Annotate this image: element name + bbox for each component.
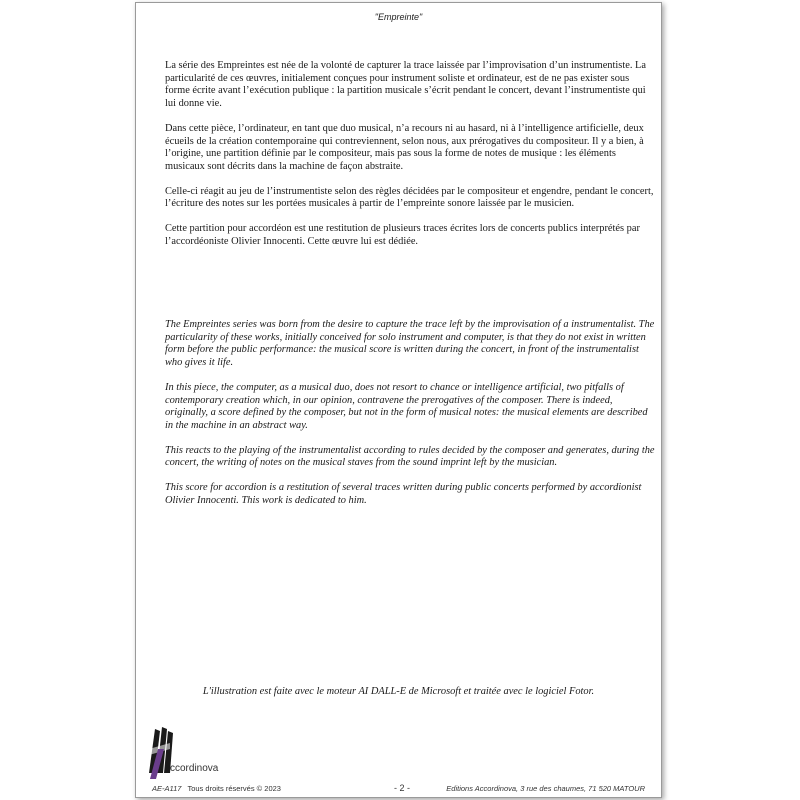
french-text-block bbox=[165, 60, 655, 248]
english-paragraph: In this piece, the computer, as a musical duo, does not resort to chance or intelligence artificial, two pitfalls of contemporary creation which, in our opinion, contravene the prerogatives of the composer. There is indeed, originally, a score defined by the composer, but not in the form of musical notes: the musical elements are described in the machine in an abstract way. bbox=[165, 381, 648, 431]
english-paragraph: This reacts to the playing of the instrumentalist according to rules decided by the composer and generates, during the concert, the writing of notes on the musical staves from the sound imprint left by the musician. bbox=[165, 444, 655, 469]
accordinova-logo bbox=[146, 719, 234, 783]
english-text-block bbox=[165, 319, 655, 507]
french-paragraph: Cette partition pour accordéon est une restitution de plusieurs traces écrites lors de concerts publics interprétés par l’accordéoniste Olivier Innocenti. Cette œuvre lui est dédiée. bbox=[165, 223, 640, 247]
french-paragraph: Celle-ci réagit au jeu de l’instrumentiste selon des règles décidées par le compositeur et engendre, pendant le concert, l’écriture des notes sur les portées musicales à partir de l’empreinte sonore laissée par le musicien. bbox=[165, 185, 654, 210]
catalog-code: AE-A117 bbox=[152, 784, 182, 793]
page-number: - 2 - bbox=[394, 783, 411, 793]
footer-left bbox=[152, 784, 281, 793]
page-footer bbox=[152, 784, 645, 796]
logo-text: ccordinova bbox=[170, 763, 219, 774]
french-paragraph: Dans cette pièce, l’ordinateur, en tant que duo musical, n’a recours ni au hasard, ni à l’intelligence artificielle, deux écueils de la création contemporaine qui contreviennent, selon nous, aux prérogatives du compositeur. Il y a bien, à l’origine, une partition définie par le compositeur, mais pas sous la forme de notes de musique : les éléments musicaux sont décrits dans la machine de façon abstraite. bbox=[165, 122, 644, 172]
document-page bbox=[135, 2, 662, 798]
copyright-notice: Tous droits réservés © 2023 bbox=[187, 784, 281, 793]
english-paragraph: This score for accordion is a restitution of several traces written during public concerts performed by accordionist Olivier Innocenti. This work is dedicated to him. bbox=[165, 482, 642, 506]
english-paragraph: The Empreintes series was born from the desire to capture the trace left by the improvisation of a instrumentalist. The particularity of these works, initially conceived for solo instrument and computer, is that they do not exist in written form before the public performance: the musical score is written during the concert, in front of the instrumentalist who gives it life. bbox=[165, 319, 655, 369]
illustration-credit: L'illustration est faite avec le moteur AI DALL-E de Microsoft et traitée avec le logiciel Fotor. bbox=[202, 686, 595, 697]
document-title: "Empreinte" bbox=[374, 12, 423, 22]
publisher-address: Editions Accordinova, 3 rue des chaumes, 71 520 MATOUR bbox=[446, 784, 645, 793]
french-paragraph: La série des Empreintes est née de la volonté de capturer la trace laissée par l’improvisation d’un instrumentiste. La particularité de ces œuvres, initialement conçues pour instrument soliste et ordinateur, est de ne pas exister sous forme écrite avant l’exécution publique : la partition musicale s’écrit pendant le concert, devant l’instrumentiste qui lui donne vie. bbox=[165, 60, 646, 110]
